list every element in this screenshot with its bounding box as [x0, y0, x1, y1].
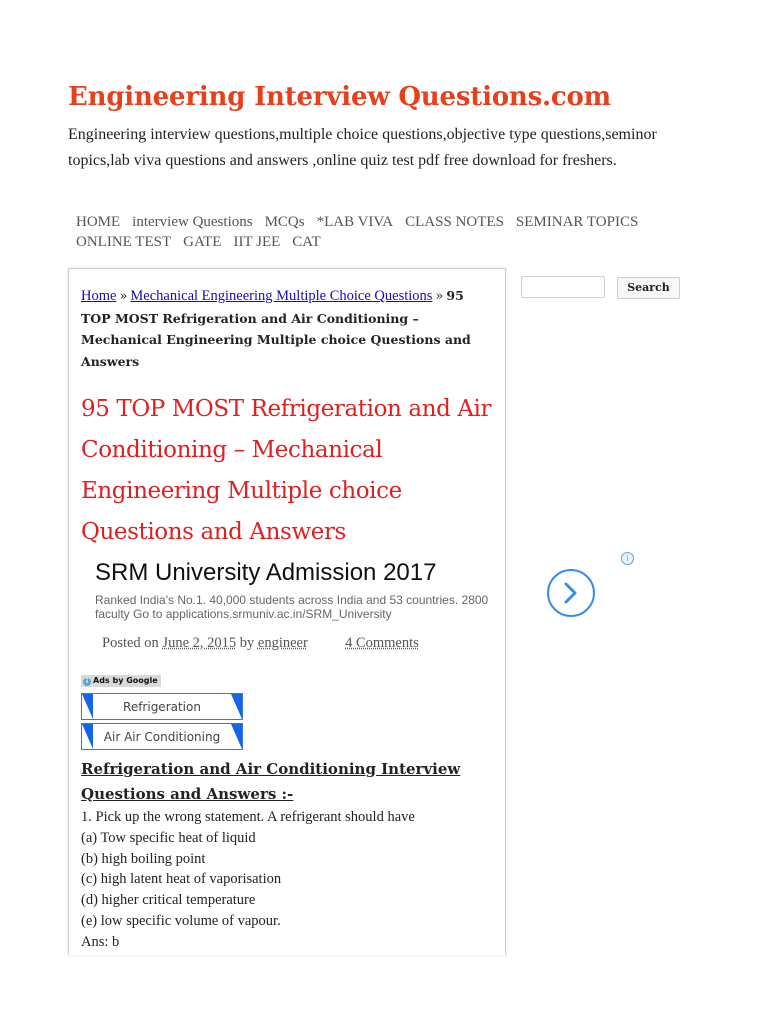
post-author-link[interactable]: engineer	[257, 635, 308, 651]
ad-link-right-triangle-icon	[231, 694, 242, 719]
option-line: (a) Tow specific heat of liquid	[81, 829, 256, 846]
site-description: Engineering interview questions,multiple choice questions,objective type questions,seminor topics,lab viva questions and answers ,online quiz test pdf free download for freshers.	[68, 126, 657, 169]
main-content	[68, 268, 506, 955]
section-heading: Refrigeration and Air Conditioning Interview Questions and Answers :-	[81, 760, 461, 803]
post-date-link[interactable]: June 2, 2015	[162, 635, 237, 651]
breadcrumb-home-link[interactable]: Home	[81, 288, 117, 304]
site-title[interactable]: Engineering Interview Questions.com	[68, 82, 611, 112]
breadcrumb-category-link[interactable]: Mechanical Engineering Multiple Choice Questions	[130, 288, 433, 304]
ad-title[interactable]: SRM University Admission 2017	[95, 559, 437, 586]
comments-link[interactable]: 4 Comments	[345, 635, 419, 651]
ad-description: Ranked India's No.1. 40,000 students across India and 53 countries. 2800 faculty	[95, 593, 489, 621]
ad-link-air-conditioning[interactable]	[81, 723, 243, 750]
post-title: 95 TOP MOST Refrigeration and Air Conditioning – Mechanical Engineering Multiple choice Questions and Answers	[81, 396, 492, 545]
breadcrumb-current: 95 TOP MOST Refrigeration and Air Conditioning – Mechanical Engineering Multiple choice Questions and Answers	[81, 288, 471, 369]
question-line: 1. Pick up the wrong statement. A refrigerant should have	[81, 809, 415, 825]
option-line: (d) higher critical temperature	[81, 892, 256, 909]
ad-chevron-right-icon[interactable]	[547, 569, 595, 617]
nav-item-interview-questions[interactable]: interview Questions	[132, 214, 253, 230]
ad-info-icon[interactable]: i	[621, 552, 634, 565]
answer-line: Ans: b	[81, 933, 120, 950]
option-line: (b) high boiling point	[81, 850, 206, 867]
search-input[interactable]	[521, 276, 605, 298]
ad-banner[interactable]	[69, 555, 505, 621]
breadcrumb-separator: »	[435, 289, 444, 304]
breadcrumb	[81, 285, 491, 372]
ads-by-google-text: Ads by Google	[93, 676, 158, 685]
question-body	[81, 807, 501, 953]
ads-by-google-label[interactable]	[81, 675, 161, 687]
nav-item-class-notes[interactable]: CLASS NOTES	[405, 214, 504, 230]
post-meta	[102, 635, 502, 652]
ad-link-right-triangle-icon	[231, 724, 242, 749]
top-navigation	[70, 212, 670, 252]
nav-item-gate[interactable]: GATE	[183, 234, 222, 250]
by-label: by	[239, 635, 255, 651]
nav-item-iit-jee[interactable]: IIT JEE	[233, 234, 281, 250]
ad-text[interactable]	[95, 593, 506, 621]
option-line: (e) low specific volume of vapour.	[81, 912, 281, 929]
nav-item-lab-viva[interactable]: *LAB VIVA	[316, 214, 394, 230]
nav-item-home[interactable]: HOME	[76, 214, 121, 230]
breadcrumb-separator: »	[119, 289, 128, 304]
ad-link-label: Refrigeration	[123, 700, 201, 714]
nav-item-online-test[interactable]: ONLINE TEST	[76, 234, 172, 250]
posted-on-label: Posted on	[102, 635, 159, 651]
ad-link-left-triangle-icon	[82, 694, 93, 719]
ad-link-refrigeration[interactable]	[81, 693, 243, 720]
nav-item-seminar-topics[interactable]: SEMINAR TOPICS	[515, 214, 639, 230]
ad-link-label: Air Air Conditioning	[103, 730, 221, 744]
search-button[interactable]: Search	[617, 277, 680, 299]
ad-url[interactable]: Go to applications.srmuniv.ac.in/SRM_University	[133, 607, 392, 621]
ad-link-left-triangle-icon	[82, 724, 93, 749]
option-line: (c) high latent heat of vaporisation	[81, 871, 282, 888]
info-icon: i	[83, 678, 91, 686]
nav-item-cat[interactable]: CAT	[292, 234, 321, 250]
nav-item-mcqs[interactable]: MCQs	[264, 214, 305, 230]
